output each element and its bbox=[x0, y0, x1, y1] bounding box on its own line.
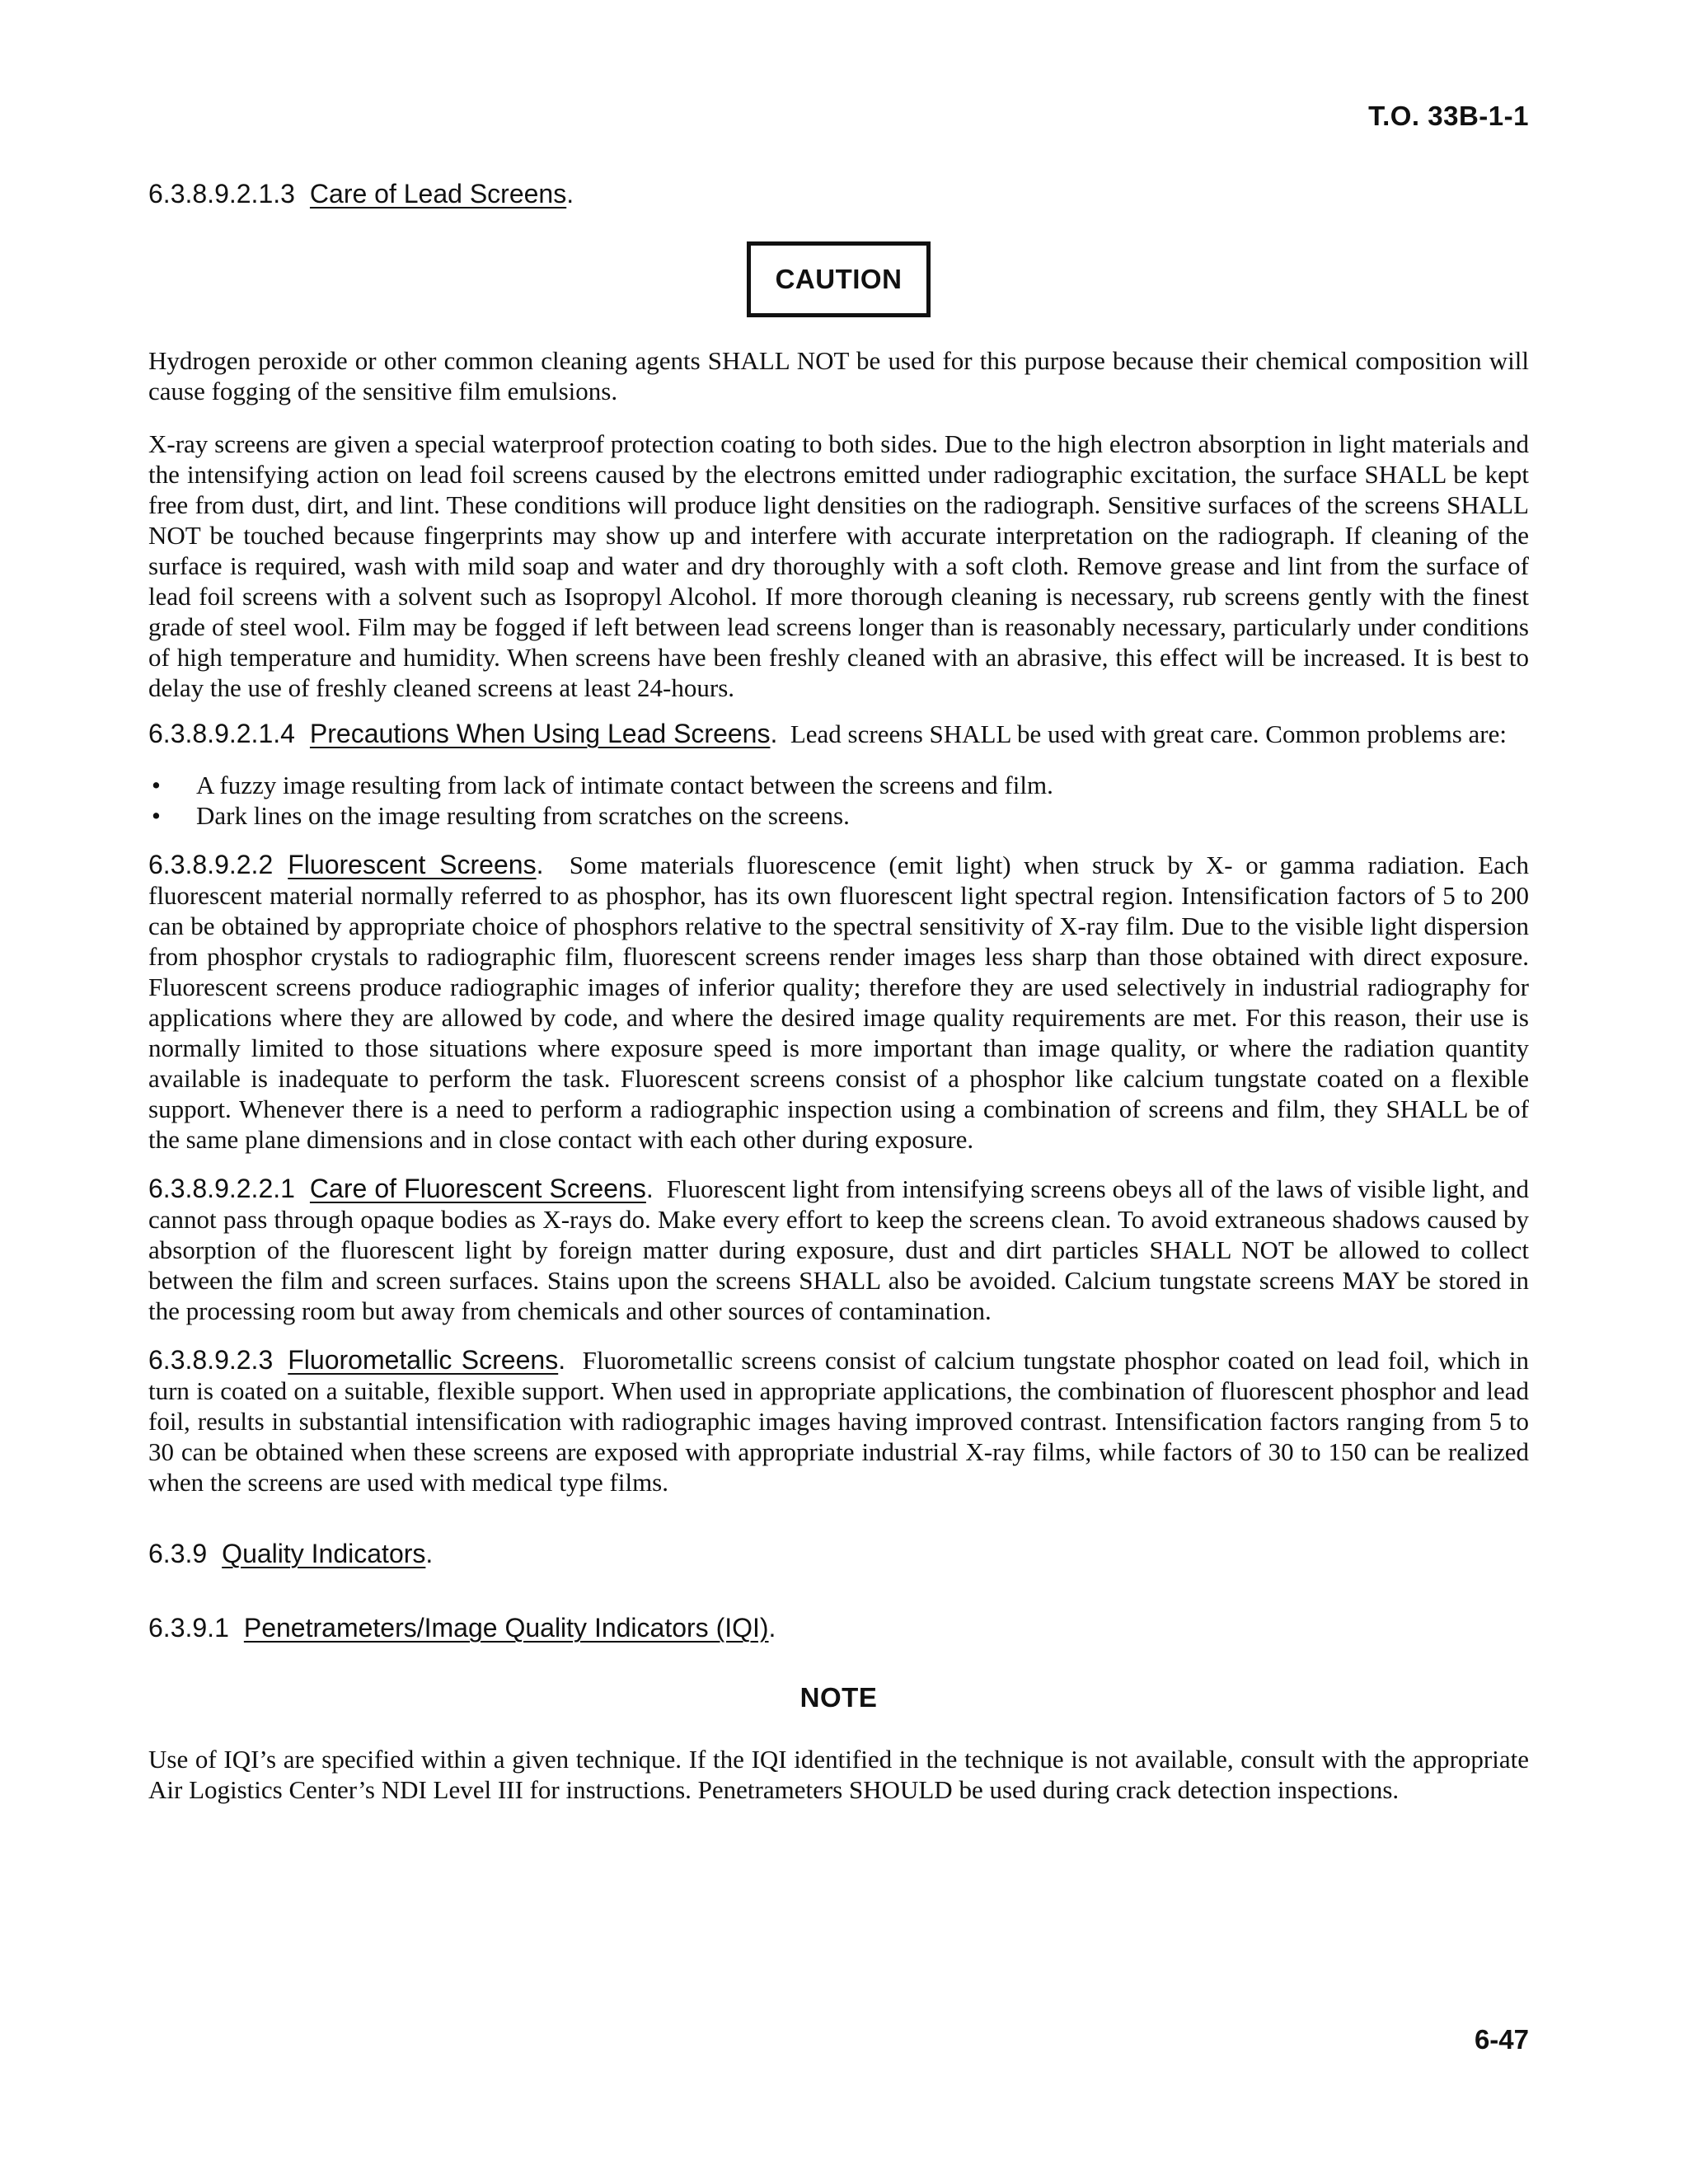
section-title-period: . bbox=[645, 1174, 654, 1203]
section-fluorescent-screens bbox=[148, 850, 1529, 1155]
section-precautions-lead-screens bbox=[148, 719, 1529, 749]
section-title-period: . bbox=[770, 719, 778, 748]
note-text: Use of IQI’s are specified within a given technique. If the IQI identified in the technique is not available, consult with the appropriate Air Logistics Center’s NDI Level III for instructions. Penetrameters SHOULD be used during crack detection inspections. bbox=[148, 1745, 1529, 1804]
section-title-period: . bbox=[768, 1613, 776, 1643]
section-title-period: . bbox=[566, 179, 574, 209]
section-number: 6.3.9.1 bbox=[148, 1613, 229, 1643]
section-heading-penetrameters bbox=[148, 1611, 1529, 1644]
bullet-icon: • bbox=[152, 801, 161, 830]
section-heading-quality-indicators bbox=[148, 1537, 1529, 1570]
section-care-of-fluorescent-screens bbox=[148, 1174, 1529, 1326]
section-title: Penetrameters/Image Quality Indicators (IQI) bbox=[243, 1613, 769, 1643]
section-number: 6.3.8.9.2.1.3 bbox=[148, 179, 295, 209]
section-heading-precautions bbox=[148, 719, 777, 748]
list-item-text: Dark lines on the image resulting from scratches on the screens. bbox=[196, 801, 850, 830]
section-heading-care-of-lead-screens bbox=[148, 177, 1529, 210]
section-title: Care of Lead Screens bbox=[309, 179, 567, 209]
section-fluorometallic-screens bbox=[148, 1345, 1529, 1497]
list-item-text: A fuzzy image resulting from lack of intimate contact between the screens and film. bbox=[196, 771, 1053, 799]
section-number: 6.3.8.9.2.2.1 bbox=[148, 1174, 295, 1203]
section-body: Fluorescent light from intensifying screens obeys all of the laws of visible light, and cannot pass through opaque bodies as X-rays do. Make every effort to keep the screens clean. To avoid extraneous shadows caused by absorption of the fluorescent light by foreign matter during exposure, dust and dirt particles SHALL NOT be allowed to collect between the film and screen surfaces. Stains upon the screens SHALL also be avoided. Calcium tungstate screens MAY be stored in the processing room but away from chemicals and other sources of contamination. bbox=[148, 1174, 1530, 1325]
section-number: 6.3.9 bbox=[148, 1539, 208, 1568]
section-title: Quality Indicators bbox=[222, 1539, 426, 1568]
caution-text: Hydrogen peroxide or other common cleaning agents SHALL NOT be used for this purpose because their chemical composition will cause fogging of the sensitive film emulsions. bbox=[148, 346, 1529, 405]
section-title: Precautions When Using Lead Screens bbox=[309, 719, 771, 748]
section-title-period: . bbox=[425, 1539, 434, 1568]
document-id-header: T.O. 33B-1-1 bbox=[1368, 101, 1529, 131]
page-content bbox=[148, 177, 1529, 1805]
section-body: Some materials fluorescence (emit light) when struck by X- or gamma radiation. Each fluorescent material normally referred to as phosphor, has its own fluorescent light spectral region. Intensification factors of 5 to 200 can be obtained by appropriate choice of phosphors relative to the spectral sensitivity of X-ray film. Due to the visible light dispersion from phosphor crystals to radiographic film, fluorescent screens render images less sharp than those obtained with direct exposure. Fluorescent screens produce radiographic images of inferior quality; therefore they are used selectively in industrial radiography for applications where they are allowed by code, and where the desired image quality requirements are met. For this reason, their use is normally limited to those situations where exposure speed is more important than image quality, or where the radiation quantity available is inadequate to perform the task. Fluorescent screens consist of a phosphor like calcium tungstate coated on a flexible support. Whenever there is a need to perform a radiographic inspection using a combination of screens and film, they SHALL be of the same plane dimensions and in close contact with each other during exposure. bbox=[148, 851, 1530, 1154]
section-title: Fluorometallic Screens bbox=[288, 1345, 559, 1375]
section-title: Care of Fluorescent Screens bbox=[309, 1174, 646, 1203]
paragraph-xray-screens: X-ray screens are given a special waterproof protection coating to both sides. Due to the high electron absorption in light materials and the intensifying action on lead foil screens caused by the electrons emitted under radiographic excitation, the surface SHALL be kept free from dust, dirt, and lint. These conditions will produce light densities on the radiograph. Sensitive surfaces of the screens SHALL NOT be touched because fingerprints may show up and interfere with accurate interpretation on the radiograph. If cleaning of the surface is required, wash with mild soap and water and dry thoroughly with a soft cloth. Remove grease and lint from the surface of lead foil screens with a solvent such as Isopropyl Alcohol. If more thorough cleaning is necessary, rub screens gently with the finest grade of steel wool. Film may be fogged if left between lead screens longer than is reasonably necessary, particularly under conditions of high temperature and humidity. When screens have been freshly cleaned with an abrasive, this effect will be increased. It is best to delay the use of freshly cleaned screens at least 24-hours. bbox=[148, 429, 1529, 702]
section-title-period: . bbox=[536, 850, 544, 879]
section-title: Fluorescent Screens bbox=[288, 850, 537, 879]
section-number: 6.3.8.9.2.3 bbox=[148, 1345, 274, 1375]
section-body: Fluorometallic screens consist of calcium tungstate phosphor coated on lead foil, which in turn is coated on a suitable, flexible support. When used in appropriate applications, the combination of fluorescent phosphor and lead foil, results in substantial intensification with radiographic images having improved contrast. Intensification factors ranging from 5 to 30 can be obtained when these screens are exposed with appropriate industrial X-ray films, while factors of 30 to 150 can be realized when the screens are used with medical type films. bbox=[148, 1346, 1529, 1497]
page-number-footer: 6-47 bbox=[1474, 2024, 1529, 2055]
section-heading-fluorometallic-screens bbox=[148, 1345, 565, 1375]
caution-label: CAUTION bbox=[747, 241, 931, 317]
section-number: 6.3.8.9.2.2 bbox=[148, 850, 274, 879]
section-title-period: . bbox=[558, 1345, 566, 1375]
list-item bbox=[148, 800, 1529, 831]
section-number: 6.3.8.9.2.1.4 bbox=[148, 719, 295, 748]
note-label: NOTE bbox=[799, 1682, 878, 1713]
section-heading-care-of-fluorescent-screens bbox=[148, 1174, 654, 1203]
problems-list bbox=[148, 770, 1529, 831]
section-body: Lead screens SHALL be used with great care. Common problems are: bbox=[790, 719, 1507, 748]
bullet-icon: • bbox=[152, 771, 161, 799]
list-item bbox=[148, 770, 1529, 800]
caution-block bbox=[148, 241, 1529, 317]
section-heading-fluorescent-screens bbox=[148, 850, 543, 879]
